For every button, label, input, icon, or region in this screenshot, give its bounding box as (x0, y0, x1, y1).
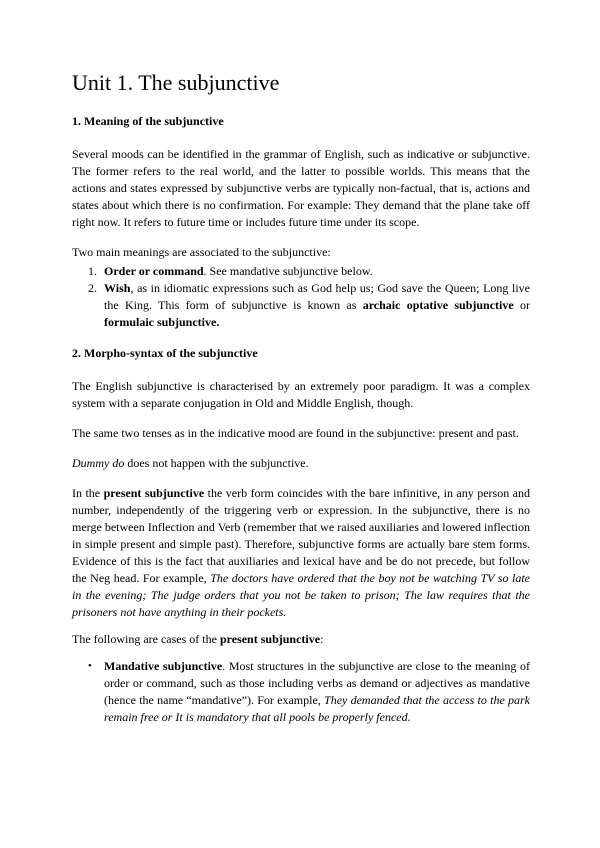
cases-bullet-list (72, 658, 530, 726)
paragraph-two-meanings: Two main meanings are associated to the subjunctive: (72, 245, 331, 259)
paragraph-moods: Several moods can be identified in the grammar of English, such as indicative or subjunctive. The former refers to the real world, and the latter to possible worlds. This means that the actions and states expressed by subjunctive verbs are typically non-factual, that is, actions and states about which there is no confirmation. For example: They demand that the plane take off right now. It refers to future time or includes future time under its scope. (72, 147, 530, 229)
paragraph-present-subjunctive: In the present subjunctive the verb form coincides with the bare infinitive, in any person and number, independently of the triggering verb or expression. In the subjunctive, there is no merge between Inflection and Verb (remember that we raised auxiliaries and lowered inflection in simple present and simple past). Therefore, subjunctive forms are actually bare stem forms. Evidence of this is the fact that auxiliaries and lexical have and be do not precede, but follow the Neg head. For example, The doctors have ordered that the boy not be watching TV so late in the evening; The judge orders that you not be taken to prison; The law requires that the prisoners not have anything in their pockets. (72, 486, 531, 619)
paragraph-dummy-do: Dummy do does not happen with the subjunctive. (72, 456, 309, 470)
paragraph-cases-intro: The following are cases of the present subjunctive: (72, 632, 324, 646)
list-number: 1. (88, 264, 97, 278)
meanings-ordered-list (72, 263, 530, 331)
paragraph-tenses: The same two tenses as in the indicative mood are found in the subjunctive: present and past. (72, 426, 519, 440)
section-2-heading: 2. Morpho-syntax of the subjunctive (72, 346, 258, 360)
list-item-text: Mandative subjunctive. Most structures in the subjunctive are close to the meaning of order or command, such as those including verbs as demand or adjectives as mandative (hence the name “mandative”). For example, They demanded that the access to the park remain free or It is mandatory that all pools be properly fenced. (104, 659, 531, 724)
list-item-wish (72, 280, 530, 331)
bullet-icon: • (88, 660, 92, 672)
section-1-heading: 1. Meaning of the subjunctive (72, 114, 224, 128)
paragraph-paradigm: The English subjunctive is characterised by an extremely poor paradigm. It was a complex system with a separate conjugation in Old and Middle English, though. (72, 379, 530, 410)
list-item-mandative (72, 658, 530, 726)
list-item-text: Order or command. See mandative subjunctive below. (104, 264, 373, 278)
list-item-order-command (72, 263, 530, 280)
list-number: 2. (88, 281, 97, 295)
list-item-text: Wish, as in idiomatic expressions such as God help us; God save the Queen; Long live the King. This form of subjunctive is known as archaic optative subjunctive or formulaic subjunctive. (104, 281, 530, 329)
document-title: Unit 1. The subjunctive (72, 70, 280, 95)
